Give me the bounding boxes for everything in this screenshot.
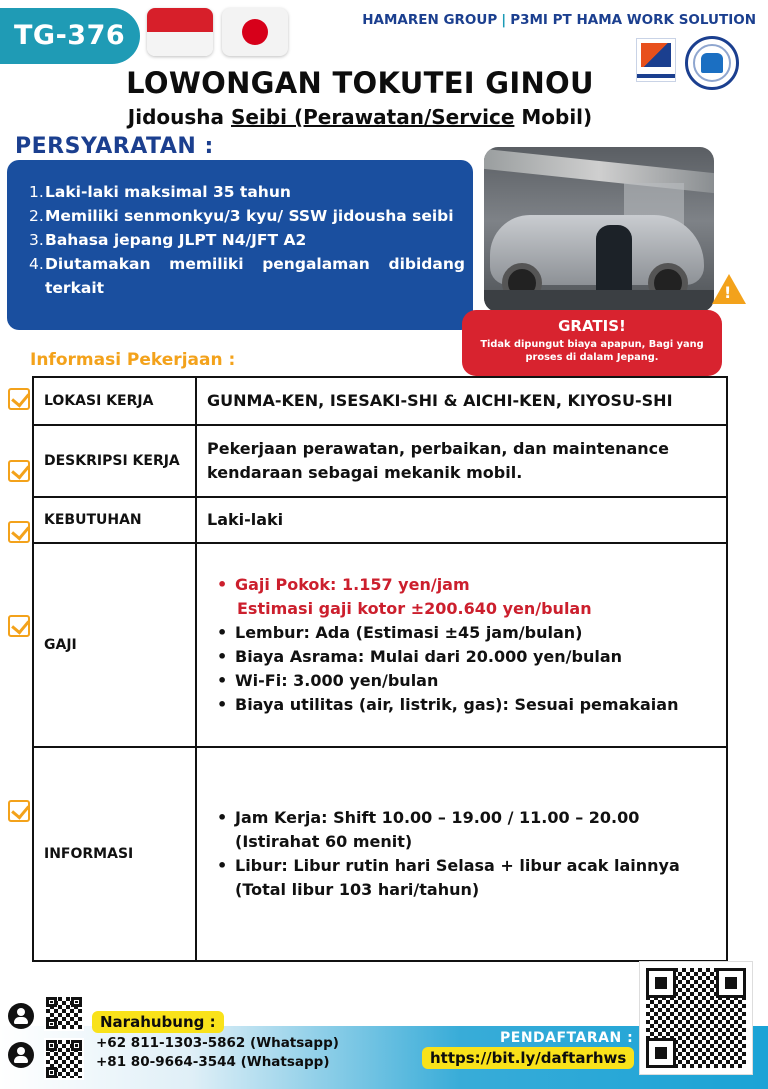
salary-estimate: Estimasi gaji kotor ±200.640 yen/bulan — [237, 599, 592, 618]
requirements-list — [29, 180, 465, 300]
org-p3mi: P3MI PT HAMA WORK SOLUTION — [510, 12, 756, 28]
total-holidays: (Total libur 103 hari/tahun) — [235, 880, 480, 899]
phone-whatsapp-1[interactable]: +62 811-1303-5862 (Whatsapp) — [96, 1035, 339, 1051]
qr-code-icon[interactable] — [640, 962, 752, 1074]
checkbox-icon — [8, 388, 30, 410]
job-info-table — [32, 376, 728, 962]
registration-link[interactable]: https://bit.ly/daftarhws — [422, 1047, 634, 1069]
list-item — [217, 573, 726, 621]
free-notice-box — [462, 310, 722, 376]
row-value — [196, 747, 727, 961]
item-text: Memiliki senmonkyu/3 kyu/ SSW jidousha seibi — [45, 207, 454, 225]
list-item: • Lembur: Ada (Estimasi ±45 jam/bulan) — [217, 621, 726, 645]
list-item: • Wi-Fi: 3.000 yen/bulan — [217, 669, 726, 693]
mechanic-photo — [484, 147, 714, 312]
requirements-heading: PERSYARATAN : — [15, 134, 214, 159]
list-item — [29, 228, 465, 252]
row-label: INFORMASI — [33, 747, 196, 961]
registration-label: PENDAFTARAN : — [500, 1030, 634, 1046]
row-label: GAJI — [33, 543, 196, 747]
checkbox-icon — [8, 521, 30, 543]
organization-line — [362, 12, 756, 28]
person-icon — [8, 1042, 34, 1068]
requirements-box — [7, 160, 473, 330]
list-item — [29, 252, 465, 300]
table-row — [33, 497, 727, 543]
list-item: • Biaya Asrama: Mulai dari 20.000 yen/bulan — [217, 645, 726, 669]
phone-whatsapp-2[interactable]: +81 80-9664-3544 (Whatsapp) — [96, 1054, 330, 1070]
row-label: LOKASI KERJA — [33, 377, 196, 425]
row-label: DESKRIPSI KERJA — [33, 425, 196, 497]
org-hamaren-group: HAMAREN GROUP — [362, 12, 498, 28]
contact-label: Narahubung : — [92, 1011, 224, 1033]
org-separator: | — [501, 12, 507, 28]
warning-mark: ! — [724, 283, 732, 302]
job-code-badge: TG-376 — [0, 8, 140, 64]
value-line: kendaraan sebagai mekanik mobil. — [207, 463, 523, 482]
free-notice-text: Tidak dipungut biaya apapun, Bagi yang proses di dalam Jepang. — [480, 339, 704, 363]
page-subtitle — [0, 105, 720, 129]
list-item — [29, 180, 465, 204]
salary-basic: Gaji Pokok: 1.157 yen/jam — [235, 575, 470, 594]
list-item — [29, 204, 465, 228]
item-number: 1. — [29, 183, 44, 201]
row-value: GUNMA-KEN, ISESAKI-SHI & AICHI-KEN, KIYOSU-SHI — [196, 377, 727, 425]
holidays: Libur: Libur rutin hari Selasa + libur acak lainnya — [235, 856, 680, 875]
item-text-line: terkait — [45, 279, 105, 297]
subtitle-underlined: Seibi (Perawatan/Service — [231, 105, 515, 129]
table-row — [33, 747, 727, 961]
item-number: 4. — [29, 255, 44, 273]
row-value — [196, 425, 727, 497]
checkbox-icon — [8, 460, 30, 482]
work-hours: Jam Kerja: Shift 10.00 – 19.00 / 11.00 – 20.00 — [235, 808, 640, 827]
item-text — [45, 252, 465, 300]
item-number: 3. — [29, 231, 44, 249]
checkbox-icon — [8, 615, 30, 637]
page-title: LOWONGAN TOKUTEI GINOU — [126, 66, 594, 100]
info-list — [207, 806, 726, 902]
qr-code-icon[interactable] — [44, 995, 84, 1031]
checkbox-icon — [8, 800, 30, 822]
list-item — [217, 854, 726, 902]
warning-icon — [708, 272, 752, 312]
item-number: 2. — [29, 207, 44, 225]
row-value: Laki-laki — [196, 497, 727, 543]
person-icon — [8, 1003, 34, 1029]
subtitle-pre: Jidousha — [127, 105, 231, 129]
free-notice-title: GRATIS! — [558, 317, 626, 335]
item-text: Bahasa jepang JLPT N4/JFT A2 — [45, 231, 307, 249]
break-time: (Istirahat 60 menit) — [235, 832, 413, 851]
item-text-line: Diutamakan memiliki pengalaman dibidang — [45, 255, 465, 273]
job-info-heading: Informasi Pekerjaan : — [30, 350, 236, 370]
table-row — [33, 543, 727, 747]
list-item: • Biaya utilitas (air, listrik, gas): Sesuai pemakaian — [217, 693, 726, 717]
indonesia-flag-icon — [147, 8, 213, 56]
row-value — [196, 543, 727, 747]
list-item — [217, 806, 726, 854]
value-line: Pekerjaan perawatan, perbaikan, dan maintenance — [207, 439, 669, 458]
row-label: KEBUTUHAN — [33, 497, 196, 543]
qr-code-icon[interactable] — [44, 1038, 84, 1080]
item-text: Laki-laki maksimal 35 tahun — [45, 183, 291, 201]
table-row — [33, 377, 727, 425]
subtitle-post: Mobil) — [514, 105, 593, 129]
table-row — [33, 425, 727, 497]
japan-flag-icon — [222, 8, 288, 56]
salary-list — [207, 573, 726, 717]
